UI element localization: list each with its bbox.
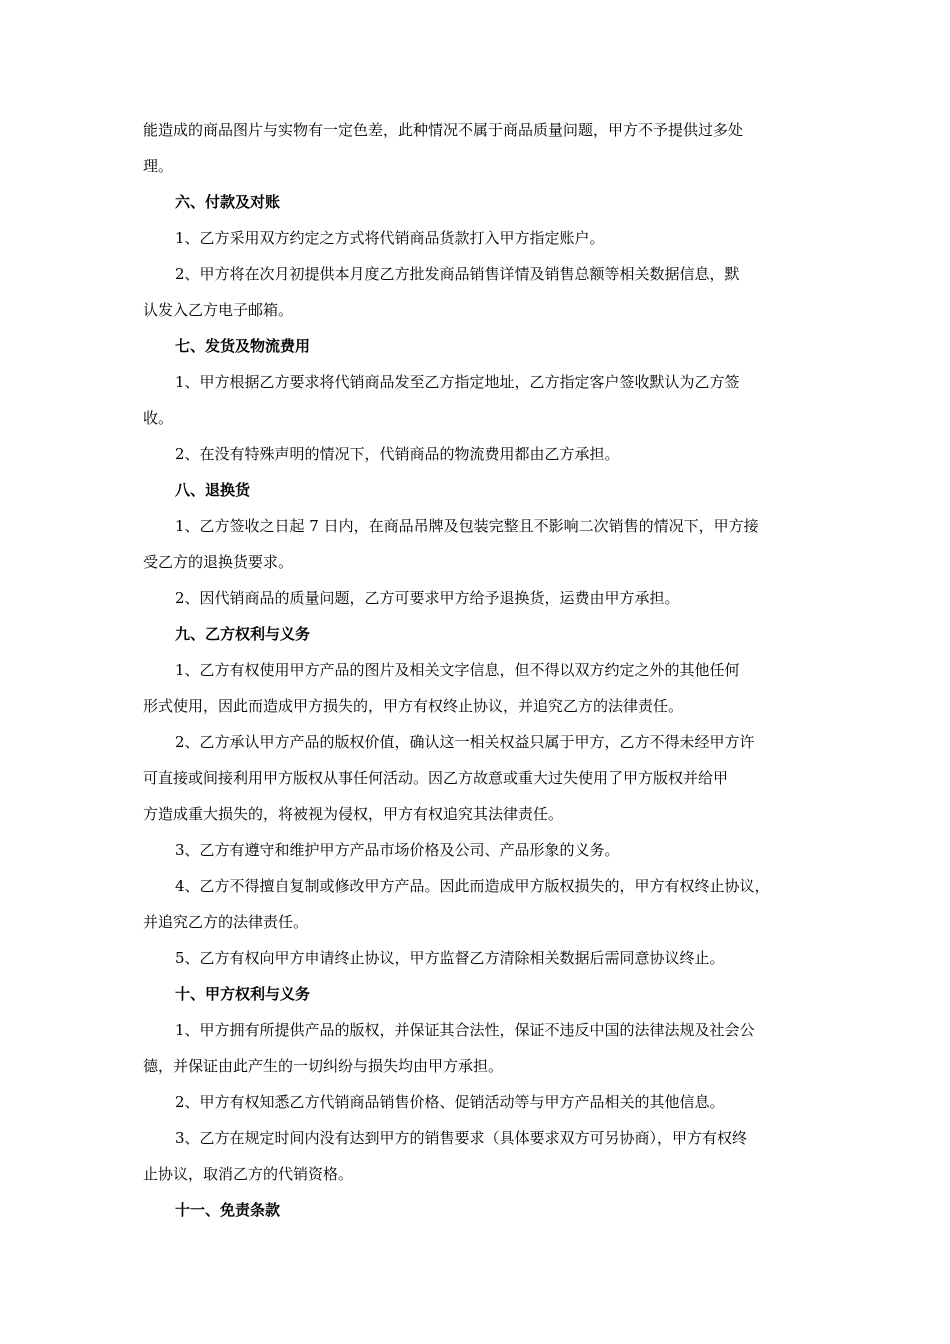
paragraph-line: 3、乙方在规定时间内没有达到甲方的销售要求（具体要求双方可另协商），甲方有权终: [175, 1129, 748, 1147]
paragraph-line: 5、乙方有权向甲方申请终止协议，甲方监督乙方清除相关数据后需同意协议终止。: [175, 949, 725, 967]
paragraph-line: 1、乙方签收之日起 7 日内，在商品吊牌及包装完整且不影响二次销售的情况下，甲方接: [175, 517, 759, 535]
paragraph-line: 能造成的商品图片与实物有一定色差，此种情况不属于商品质量问题，甲方不予提供过多处: [143, 121, 744, 139]
paragraph-line: 受乙方的退换货要求。: [143, 553, 294, 571]
section-heading: 九、乙方权利与义务: [175, 625, 311, 643]
paragraph-line: 方造成重大损失的，将被视为侵权，甲方有权追究其法律责任。: [143, 805, 564, 823]
paragraph-line: 2、在没有特殊声明的情况下，代销商品的物流费用都由乙方承担。: [175, 445, 620, 463]
paragraph-line: 理。: [143, 157, 174, 175]
paragraph-line: 4、乙方不得擅自复制或修改甲方产品。因此而造成甲方版权损失的，甲方有权终止协议，: [175, 877, 770, 895]
paragraph-line: 2、因代销商品的质量问题，乙方可要求甲方给予退换货，运费由甲方承担。: [175, 589, 680, 607]
section-heading: 六、付款及对账: [175, 193, 281, 211]
paragraph-line: 形式使用，因此而造成甲方损失的，甲方有权终止协议，并追究乙方的法律责任。: [143, 697, 684, 715]
section-heading: 十一、免责条款: [175, 1201, 281, 1219]
paragraph-line: 止协议，取消乙方的代销资格。: [143, 1165, 354, 1183]
paragraph-line: 3、乙方有遵守和维护甲方产品市场价格及公司、产品形象的义务。: [175, 841, 620, 859]
paragraph-line: 2、乙方承认甲方产品的版权价值，确认这一相关权益只属于甲方，乙方不得未经甲方许: [175, 733, 755, 751]
paragraph-line: 收。: [143, 409, 174, 427]
paragraph-line: 1、乙方采用双方约定之方式将代销商品货款打入甲方指定账户。: [175, 229, 605, 247]
paragraph-line: 德，并保证由此产生的一切纠纷与损失均由甲方承担。: [143, 1057, 504, 1075]
paragraph-line: 并追究乙方的法律责任。: [143, 913, 309, 931]
section-heading: 十、甲方权利与义务: [175, 985, 311, 1003]
paragraph-line: 1、乙方有权使用甲方产品的图片及相关文字信息，但不得以双方约定之外的其他任何: [175, 661, 740, 679]
paragraph-line: 2、甲方有权知悉乙方代销商品销售价格、促销活动等与甲方产品相关的其他信息。: [175, 1093, 725, 1111]
paragraph-line: 1、甲方拥有所提供产品的版权，并保证其合法性，保证不违反中国的法律法规及社会公: [175, 1021, 755, 1039]
paragraph-line: 1、甲方根据乙方要求将代销商品发至乙方指定地址，乙方指定客户签收默认为乙方签: [175, 373, 740, 391]
paragraph-line: 认发入乙方电子邮箱。: [143, 301, 294, 319]
document-body: [143, 112, 815, 1228]
paragraph-line: 2、甲方将在次月初提供本月度乙方批发商品销售详情及销售总额等相关数据信息，默: [175, 265, 740, 283]
section-heading: 七、发货及物流费用: [175, 337, 311, 355]
paragraph-line: 可直接或间接利用甲方版权从事任何活动。因乙方故意或重大过失使用了甲方版权并给甲: [143, 769, 729, 787]
section-heading: 八、退换货: [175, 481, 251, 499]
